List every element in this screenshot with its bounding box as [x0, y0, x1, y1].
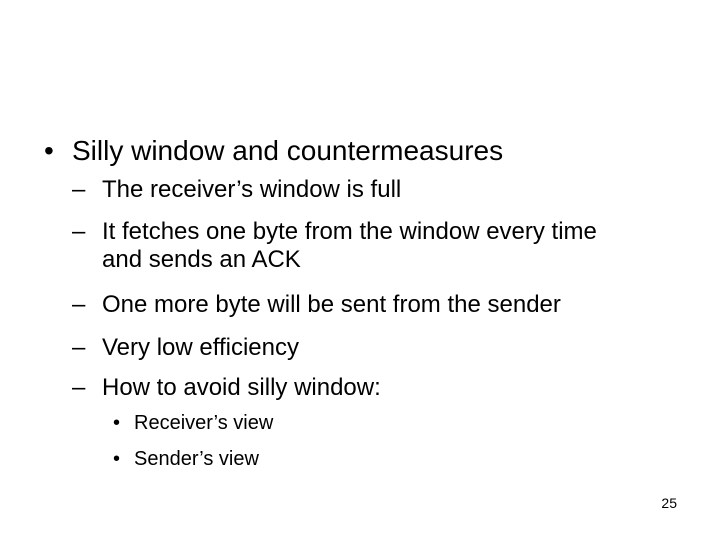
dash-icon: –: [72, 218, 86, 245]
dash-icon: –: [72, 291, 86, 318]
sub-point-text: One more byte will be sent from the sender: [102, 291, 561, 318]
sub-point: [72, 291, 561, 319]
sub-point: [72, 176, 401, 204]
sub-sub-point: [113, 411, 273, 435]
dash-icon: –: [72, 176, 86, 203]
main-point-text: Silly window and countermeasures: [72, 135, 504, 166]
bullet-icon: •: [113, 412, 121, 434]
bullet-icon: •: [44, 135, 54, 166]
sub-point-text: It fetches one byte from the window every time: [102, 218, 597, 245]
main-bullet-point: [44, 134, 503, 168]
sub-sub-point: [113, 447, 259, 471]
sub-point: [72, 334, 299, 362]
sub-sub-point-text: Sender’s view: [134, 448, 259, 470]
sub-point-text: How to avoid silly window:: [102, 374, 381, 401]
sub-point-text: Very low efficiency: [102, 334, 299, 361]
sub-point: [72, 218, 597, 274]
dash-icon: –: [72, 334, 86, 361]
dash-icon: –: [72, 374, 86, 401]
sub-point-text: The receiver’s window is full: [102, 176, 402, 203]
page-number: 25: [661, 495, 677, 511]
bullet-icon: •: [113, 448, 121, 470]
sub-sub-point-text: Receiver’s view: [134, 412, 274, 434]
sub-point: [72, 374, 381, 402]
sub-point-continuation: and sends an ACK: [102, 246, 301, 273]
